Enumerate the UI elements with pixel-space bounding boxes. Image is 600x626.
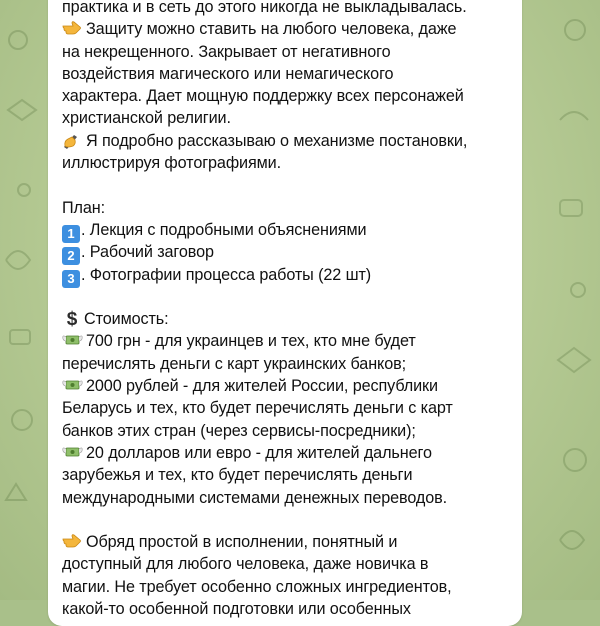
message-line-text: . Фотографии процесса работы (22 шт) <box>81 265 372 284</box>
message-text <box>62 0 514 620</box>
message-line-text: 700 грн - для украинцев и тех, кто мне будет <box>86 332 416 351</box>
message-line <box>62 63 514 85</box>
message-line <box>62 152 514 174</box>
message-line <box>62 41 514 63</box>
writing-hand-icon <box>62 131 82 149</box>
message-line <box>62 85 514 107</box>
message-line-text: банков этих стран (через сервисы-посредники); <box>62 421 416 440</box>
keycap-number-icon: 3 <box>62 270 80 288</box>
message-line <box>62 0 514 18</box>
message-line <box>62 576 514 598</box>
message-line <box>62 174 514 196</box>
message-line <box>62 241 514 263</box>
message-line-text: Обряд простой в исполнении, понятный и <box>86 533 398 552</box>
message-line <box>62 375 514 397</box>
money-with-wings-icon <box>62 376 82 394</box>
message-line-text: иллюстрируя фотографиями. <box>62 154 282 173</box>
message-line <box>62 531 514 553</box>
message-line-text: . Рабочий заговор <box>81 243 214 262</box>
message-line <box>62 330 514 352</box>
message-line <box>62 219 514 241</box>
message-line <box>62 107 514 129</box>
message-line <box>62 464 514 486</box>
message-line-text: План: <box>62 198 106 217</box>
message-line-text: практика и в сеть до этого никогда не выкладывалась. <box>62 0 467 16</box>
message-line <box>62 420 514 442</box>
message-line <box>62 130 514 152</box>
message-bubble <box>48 0 522 626</box>
message-line <box>62 397 514 419</box>
money-with-wings-icon <box>62 443 82 461</box>
message-line-text: . Лекция с подробными объяснениями <box>81 220 367 239</box>
message-line-text: магии. Не требует особенно сложных ингредиентов, <box>62 577 452 596</box>
message-line <box>62 553 514 575</box>
message-line-text: доступный для любого человека, даже новичка в <box>62 555 429 574</box>
point-right-icon <box>62 19 82 37</box>
money-with-wings-icon <box>62 331 82 349</box>
message-line <box>62 286 514 308</box>
message-line-text: Беларусь и тех, кто будет перечислять деньги с карт <box>62 399 453 418</box>
keycap-number-icon: 1 <box>62 225 80 243</box>
message-line <box>62 197 514 219</box>
message-line-text: какой-то особенной подготовки или особенных <box>62 600 411 619</box>
message-line <box>62 509 514 531</box>
message-line-text: воздействия магического или немагического <box>62 64 394 83</box>
message-line <box>62 353 514 375</box>
keycap-number-icon: 2 <box>62 247 80 265</box>
point-right-icon <box>62 532 82 550</box>
message-line-text: характера. Дает мощную поддержку всех персонажей <box>62 87 464 106</box>
message-line-text: международными системами денежных переводов. <box>62 488 448 507</box>
message-line-text: Защиту можно ставить на любого человека, даже <box>86 20 457 39</box>
message-line-text: Стоимость: <box>84 310 169 329</box>
message-line-text: Я подробно рассказываю о механизме постановки, <box>86 131 468 150</box>
message-line <box>62 487 514 509</box>
message-line <box>62 598 514 620</box>
message-line-text: перечислять деньги с карт украинских банков; <box>62 354 406 373</box>
message-line-text: христианской религии. <box>62 109 231 128</box>
message-line <box>62 264 514 286</box>
message-line-text: зарубежья и тех, кто будет перечислять деньги <box>62 466 413 485</box>
message-line-text: 20 долларов или евро - для жителей дальнего <box>86 443 432 462</box>
message-line-text: 2000 рублей - для жителей России, республики <box>86 377 438 396</box>
message-line <box>62 18 514 40</box>
message-line-text: на некрещенного. Закрывает от негативного <box>62 42 391 61</box>
message-line <box>62 308 514 330</box>
dollar-sign-icon: $ <box>66 309 78 331</box>
message-line <box>62 442 514 464</box>
